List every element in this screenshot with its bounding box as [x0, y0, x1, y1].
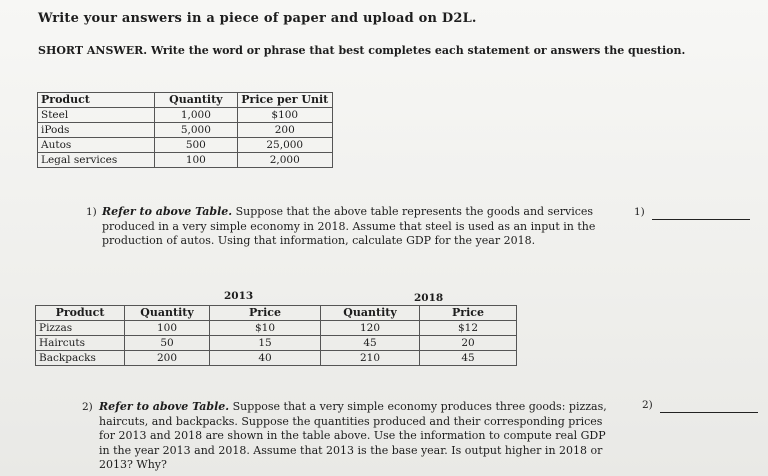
table-header-row: [38, 93, 333, 108]
question-line: Suppose that the above table represents the goods and services: [235, 205, 594, 218]
question-line: production of autos. Using that information, calculate GDP for the year 2018.: [102, 234, 536, 247]
upload-instruction: Write your answers in a piece of paper and upload on D2L.: [38, 11, 477, 26]
question-lead: Refer to above Table.: [102, 205, 233, 218]
question-number: 2): [82, 401, 93, 413]
price-cell: 45: [420, 351, 517, 366]
product-cell: Haircuts: [36, 336, 125, 351]
question-line: Suppose that a very simple economy produces three goods: pizzas,: [232, 400, 607, 413]
quantity-cell: 500: [155, 138, 237, 153]
table-row: [38, 153, 333, 168]
quantity-cell: 1,000: [155, 108, 237, 123]
answer-blank[interactable]: [660, 412, 758, 413]
question-2-text: [99, 400, 629, 473]
question-1-text: [102, 205, 622, 249]
economy-table-2018: [37, 92, 333, 168]
quantity-cell: 100: [155, 153, 237, 168]
quantity-cell: 120: [321, 321, 420, 336]
question-line: for 2013 and 2018 are shown in the table above. Use the information to compute real GDP: [99, 429, 606, 442]
column-header: Price per Unit: [237, 93, 332, 108]
table-row: [38, 138, 333, 153]
product-cell: Backpacks: [36, 351, 125, 366]
price-cell: 200: [237, 123, 332, 138]
answer-label: 1): [634, 206, 645, 218]
year-label: 2018: [414, 292, 444, 304]
section-title: SHORT ANSWER.: [38, 44, 148, 57]
quantity-cell: 200: [125, 351, 210, 366]
answer-label: 2): [642, 399, 653, 411]
table-row: [38, 123, 333, 138]
answer-blank[interactable]: [652, 219, 750, 220]
quantity-cell: 100: [125, 321, 210, 336]
year-label: 2013: [224, 290, 254, 302]
price-cell: $12: [420, 321, 517, 336]
price-cell: 25,000: [237, 138, 332, 153]
table-row: [36, 321, 517, 336]
quantity-cell: 5,000: [155, 123, 237, 138]
table-row: [38, 108, 333, 123]
column-header: Price: [420, 306, 517, 321]
price-cell: $100: [237, 108, 332, 123]
section-instructions: [38, 44, 685, 57]
product-cell: Pizzas: [36, 321, 125, 336]
product-cell: Legal services: [38, 153, 155, 168]
question-line: produced in a very simple economy in 2018. Assume that steel is used as an input in the: [102, 219, 596, 233]
product-cell: iPods: [38, 123, 155, 138]
price-cell: $10: [210, 321, 321, 336]
question-line: haircuts, and backpacks. Suppose the quantities produced and their corresponding prices: [99, 414, 603, 428]
product-cell: Steel: [38, 108, 155, 123]
question-line: in the year 2013 and 2018. Assume that 2013 is the base year. Is output higher in 2018 or: [99, 443, 603, 457]
table-row: [36, 336, 517, 351]
table-row: [36, 351, 517, 366]
section-text: Write the word or phrase that best completes each statement or answers the question.: [150, 44, 686, 57]
column-header: Quantity: [155, 93, 237, 108]
table-header-row: [36, 306, 517, 321]
price-cell: 40: [210, 351, 321, 366]
price-cell: 20: [420, 336, 517, 351]
question-number: 1): [86, 206, 97, 218]
quantity-cell: 45: [321, 336, 420, 351]
product-cell: Autos: [38, 138, 155, 153]
column-header: Product: [38, 93, 155, 108]
column-header: Product: [36, 306, 125, 321]
quantity-cell: 210: [321, 351, 420, 366]
column-header: Quantity: [125, 306, 210, 321]
price-cell: 15: [210, 336, 321, 351]
quantity-cell: 50: [125, 336, 210, 351]
question-lead: Refer to above Table.: [99, 400, 230, 413]
column-header: Price: [210, 306, 321, 321]
column-header: Quantity: [321, 306, 420, 321]
question-line: 2013? Why?: [99, 458, 167, 471]
pizza-haircut-backpack-table: [35, 305, 517, 366]
price-cell: 2,000: [237, 153, 332, 168]
